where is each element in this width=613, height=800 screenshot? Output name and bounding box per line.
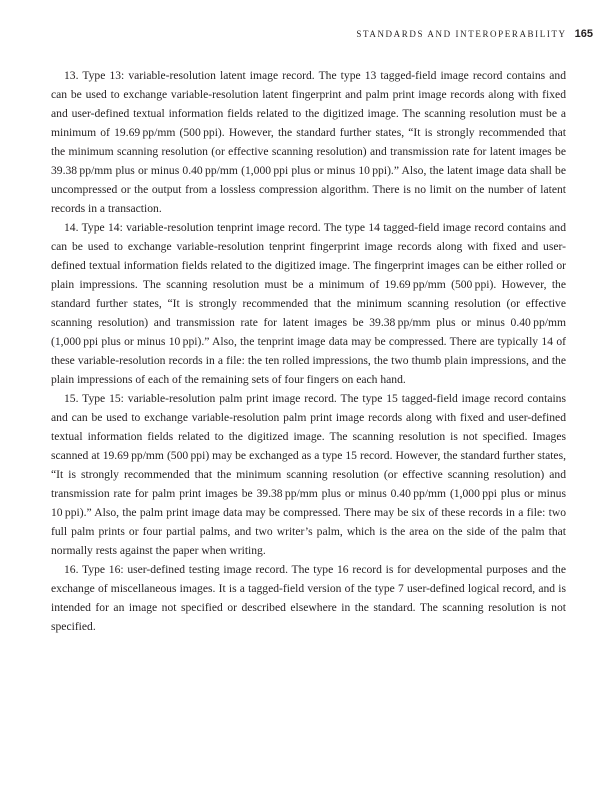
body-text [51, 66, 566, 636]
paragraph-type-13: 13. Type 13: variable-resolution latent image record. The type 13 tagged-field image record contains and can be used to exchange variable-resolution latent fingerprint and palm print image records along with fixed and user-defined textual information fields related to the digitized image. The scanning resolution must be a minimum of 19.69 pp/mm (500 ppi). However, the standard further states, “It is strongly recommended that the minimum scanning resolution (or effective scanning resolution) and transmission rate for latent images be 39.38 pp/mm plus or minus 0.40 pp/mm (1,000 ppi plus or minus 10 ppi).” Also, the latent image data shall be uncompressed or the output from a lossless compression algorithm. There is no limit on the number of latent records in a transaction. [51, 69, 566, 215]
paragraph-type-16: 16. Type 16: user-defined testing image record. The type 16 record is for developmental purposes and the exchange of miscellaneous images. It is a tagged-field version of the type 7 user-defined logical record, and is intended for an image not specified or described elsewhere in the standard. The scanning resolution is not specified. [51, 563, 566, 633]
page-number: 165 [574, 28, 593, 40]
running-title: STANDARDS AND INTEROPERABILITY [356, 29, 567, 39]
paragraph-type-14: 14. Type 14: variable-resolution tenprint image record. The type 14 tagged-field image record contains and can be used to exchange variable-resolution tenprint fingerprint image records along with fixed and user-defined textual information fields related to the digitized image. The fingerprint images can be either rolled or plain impressions. The scanning resolution must be a minimum of 19.69 pp/mm (500 ppi). However, the standard further states, “It is strongly recommended that the minimum scanning resolution (or effective scanning resolution) and transmission rate for latent images be 39.38 pp/mm plus or minus 0.40 pp/mm (1,000 ppi plus or minus 10 ppi).” Also, the tenprint image data may be compressed. There are typically 14 of these variable-resolution records in a file: the ten rolled impressions, the two thumb plain impressions, and the plain impressions of each of the remaining sets of four fingers on each hand. [51, 221, 566, 386]
running-header [50, 28, 593, 40]
paragraph-type-15: 15. Type 15: variable-resolution palm print image record. The type 15 tagged-field image record contains and can be used to exchange variable-resolution palm print image records along with fixed and user-defined textual information fields related to the digitized image. The scanning resolution is not specified. Images scanned at 19.69 pp/mm (500 ppi) may be exchanged as a type 15 record. However, the standard further states, “It is strongly recommended that the minimum scanning resolution (or effective scanning resolution) and transmission rate for palm print images be 39.38 pp/mm plus or minus 0.40 pp/mm (1,000 ppi plus or minus 10 ppi).” Also, the palm print image data may be compressed. There may be six of these records in a file: two full palm prints or four partial palms, and two writer’s palm, which is the area on the side of the palm that normally rests against the paper when writing. [51, 392, 566, 557]
